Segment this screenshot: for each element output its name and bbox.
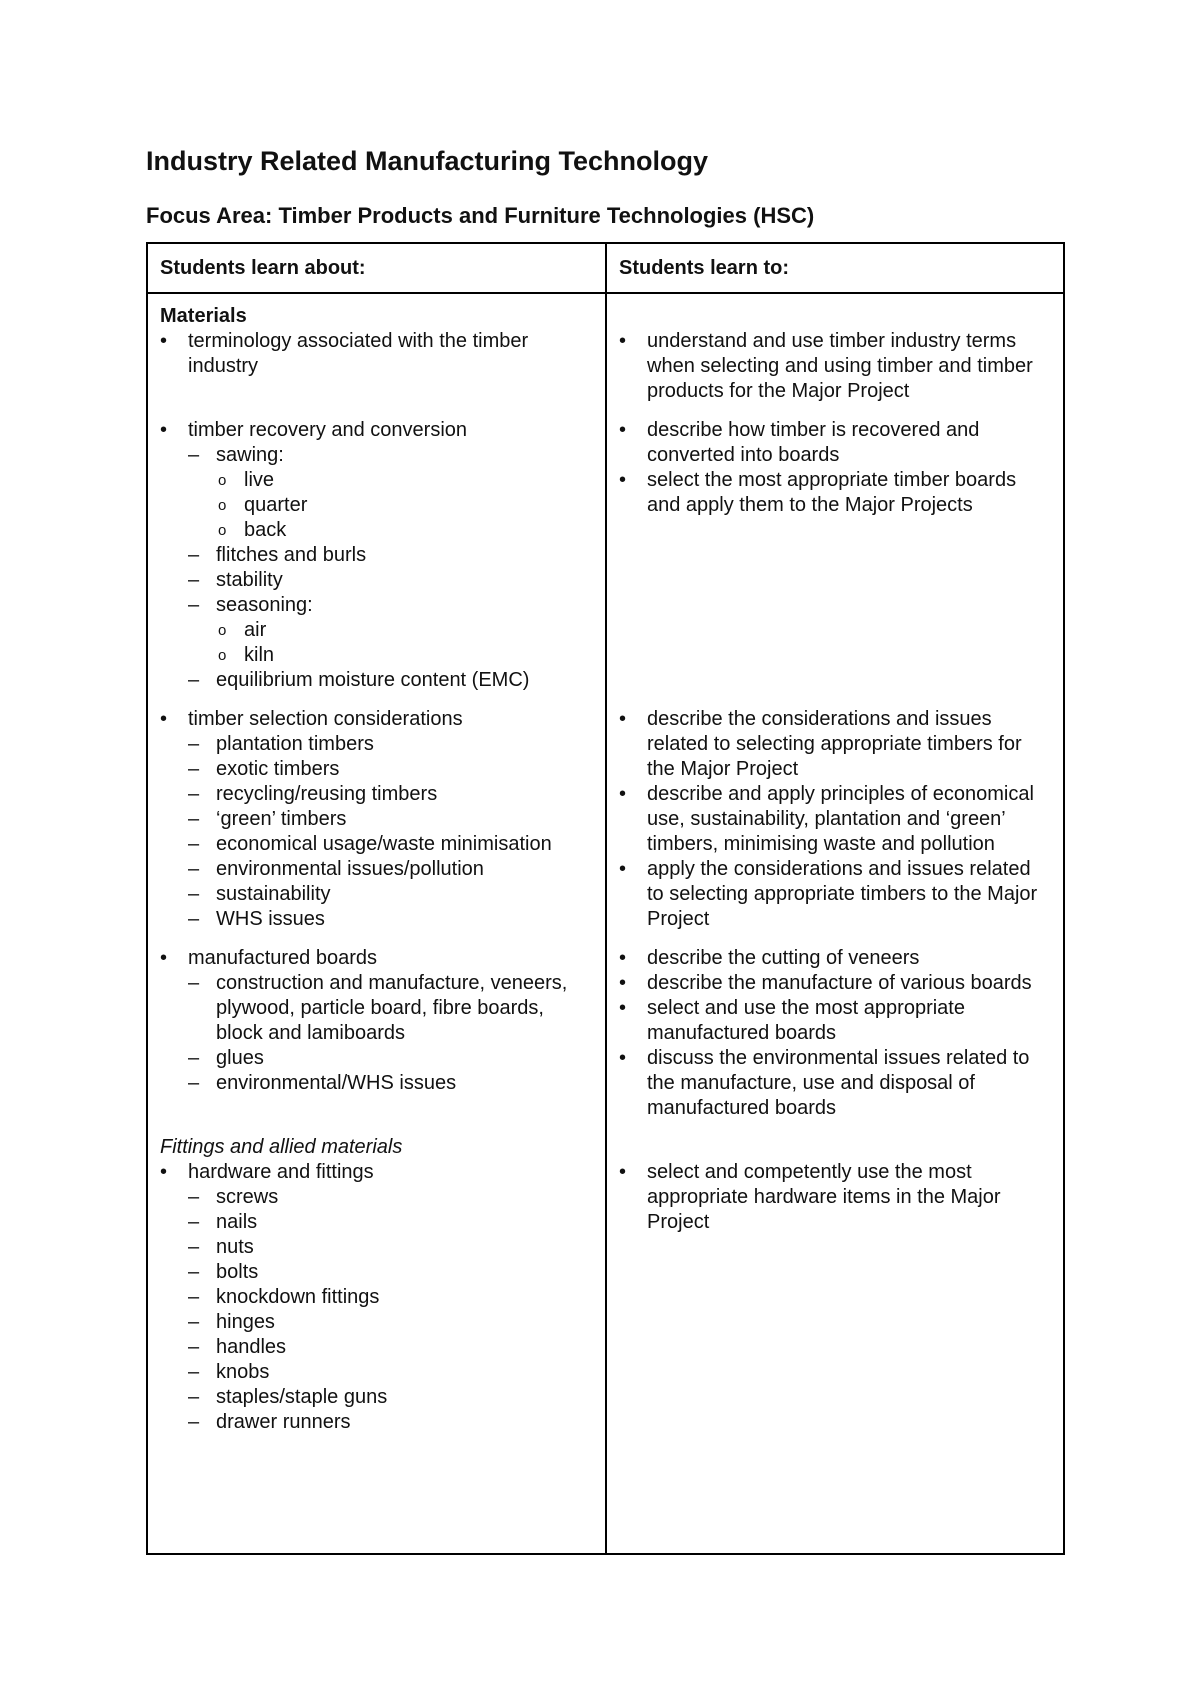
dash-item: – knockdown fittings: [160, 1285, 593, 1310]
dash-item: – environmental issues/pollution: [160, 857, 593, 882]
dash-item: – exotic timbers: [160, 757, 593, 782]
learn-to-block: [619, 707, 1051, 932]
bullet-item: • timber selection considerations: [160, 707, 593, 732]
sub-item: o kiln: [160, 643, 593, 668]
learn-to-block: [619, 418, 1051, 693]
dash-item: – sustainability: [160, 882, 593, 907]
dash-item: – construction and manufacture, veneers, plywood, particle board, fibre boards, block and lamiboards: [160, 971, 593, 1046]
page-title: Industry Related Manufacturing Technology: [146, 146, 709, 176]
learn-to-column: [606, 293, 1064, 1554]
dash-item: – staples/staple guns: [160, 1385, 593, 1410]
section-heading-spacer: [619, 304, 1051, 329]
dash-item: – hinges: [160, 1310, 593, 1335]
outcome-item: • describe and apply principles of economical use, sustainability, plantation and ‘green’ timbers, minimising waste and pollution: [619, 782, 1051, 857]
dash-item: – recycling/reusing timbers: [160, 782, 593, 807]
header-cell-learn-about: [147, 243, 606, 293]
dash-item: – economical usage/waste minimisation: [160, 832, 593, 857]
bullet-item: • hardware and fittings: [160, 1160, 593, 1185]
learn-to-block: [619, 329, 1051, 404]
sub-item: o air: [160, 618, 593, 643]
dash-item: – flitches and burls: [160, 543, 593, 568]
outcome-item: • understand and use timber industry terms when selecting and using timber and timber products for the Major Project: [619, 329, 1051, 404]
dash-item: – plantation timbers: [160, 732, 593, 757]
learn-about-block: [160, 329, 593, 404]
section-heading: Fittings and allied materials: [160, 1136, 403, 1158]
dash-item: – knobs: [160, 1360, 593, 1385]
dash-item: – equilibrium moisture content (EMC): [160, 668, 593, 693]
dash-item: – glues: [160, 1046, 593, 1071]
dash-item: – nails: [160, 1210, 593, 1235]
outcome-item: • select and competently use the most appropriate hardware items in the Major Project: [619, 1160, 1051, 1235]
learn-to-block: [619, 1160, 1051, 1457]
header-cell-learn-to: [606, 243, 1064, 293]
learn-about-column: [147, 293, 606, 1554]
learn-about-block: [160, 1160, 593, 1457]
bullet-item: • timber recovery and conversion: [160, 418, 593, 443]
section-heading: Materials: [160, 305, 247, 327]
learn-to-block: [619, 946, 1051, 1121]
learn-about-block: [160, 946, 593, 1121]
dash-item: – sawing:: [160, 443, 593, 468]
outcome-item: • select and use the most appropriate manufactured boards: [619, 996, 1051, 1046]
sub-item: o quarter: [160, 493, 593, 518]
dash-item: – environmental/WHS issues: [160, 1071, 593, 1096]
outcome-item: • describe the manufacture of various boards: [619, 971, 1051, 996]
table-header-row: [147, 243, 1064, 293]
dash-item: – bolts: [160, 1260, 593, 1285]
outcome-item: • discuss the environmental issues related to the manufacture, use and disposal of manufactured boards: [619, 1046, 1051, 1121]
dash-item: – seasoning:: [160, 593, 593, 618]
learn-about-block: [160, 707, 593, 932]
learn-about-block: [160, 418, 593, 693]
outcome-item: • select the most appropriate timber boards and apply them to the Major Projects: [619, 468, 1051, 518]
outcome-item: • describe the cutting of veneers: [619, 946, 1051, 971]
bullet-item: • terminology associated with the timber industry: [160, 329, 593, 379]
dash-item: – nuts: [160, 1235, 593, 1260]
outcome-item: • describe how timber is recovered and converted into boards: [619, 418, 1051, 468]
bullet-item: • manufactured boards: [160, 946, 593, 971]
dash-item: – handles: [160, 1335, 593, 1360]
dash-item: – stability: [160, 568, 593, 593]
section-heading-spacer: [619, 1135, 1051, 1160]
dash-item: – WHS issues: [160, 907, 593, 932]
table-body-row: [147, 293, 1064, 1554]
sub-item: o back: [160, 518, 593, 543]
learn-to-content: [607, 294, 1063, 1457]
outcome-item: • apply the considerations and issues related to selecting appropriate timbers to the Major Project: [619, 857, 1051, 932]
syllabus-table: [146, 242, 1065, 1555]
focus-area-subtitle: Focus Area: Timber Products and Furniture Technologies (HSC): [146, 203, 815, 228]
outcome-item: • describe the considerations and issues related to selecting appropriate timbers for the Major Project: [619, 707, 1051, 782]
header-learn-about: Students learn about:: [160, 257, 366, 279]
dash-item: – screws: [160, 1185, 593, 1210]
dash-item: – drawer runners: [160, 1410, 593, 1435]
sub-item: o live: [160, 468, 593, 493]
learn-about-content: [148, 294, 605, 1457]
header-learn-to: Students learn to:: [619, 257, 790, 279]
dash-item: – ‘green’ timbers: [160, 807, 593, 832]
